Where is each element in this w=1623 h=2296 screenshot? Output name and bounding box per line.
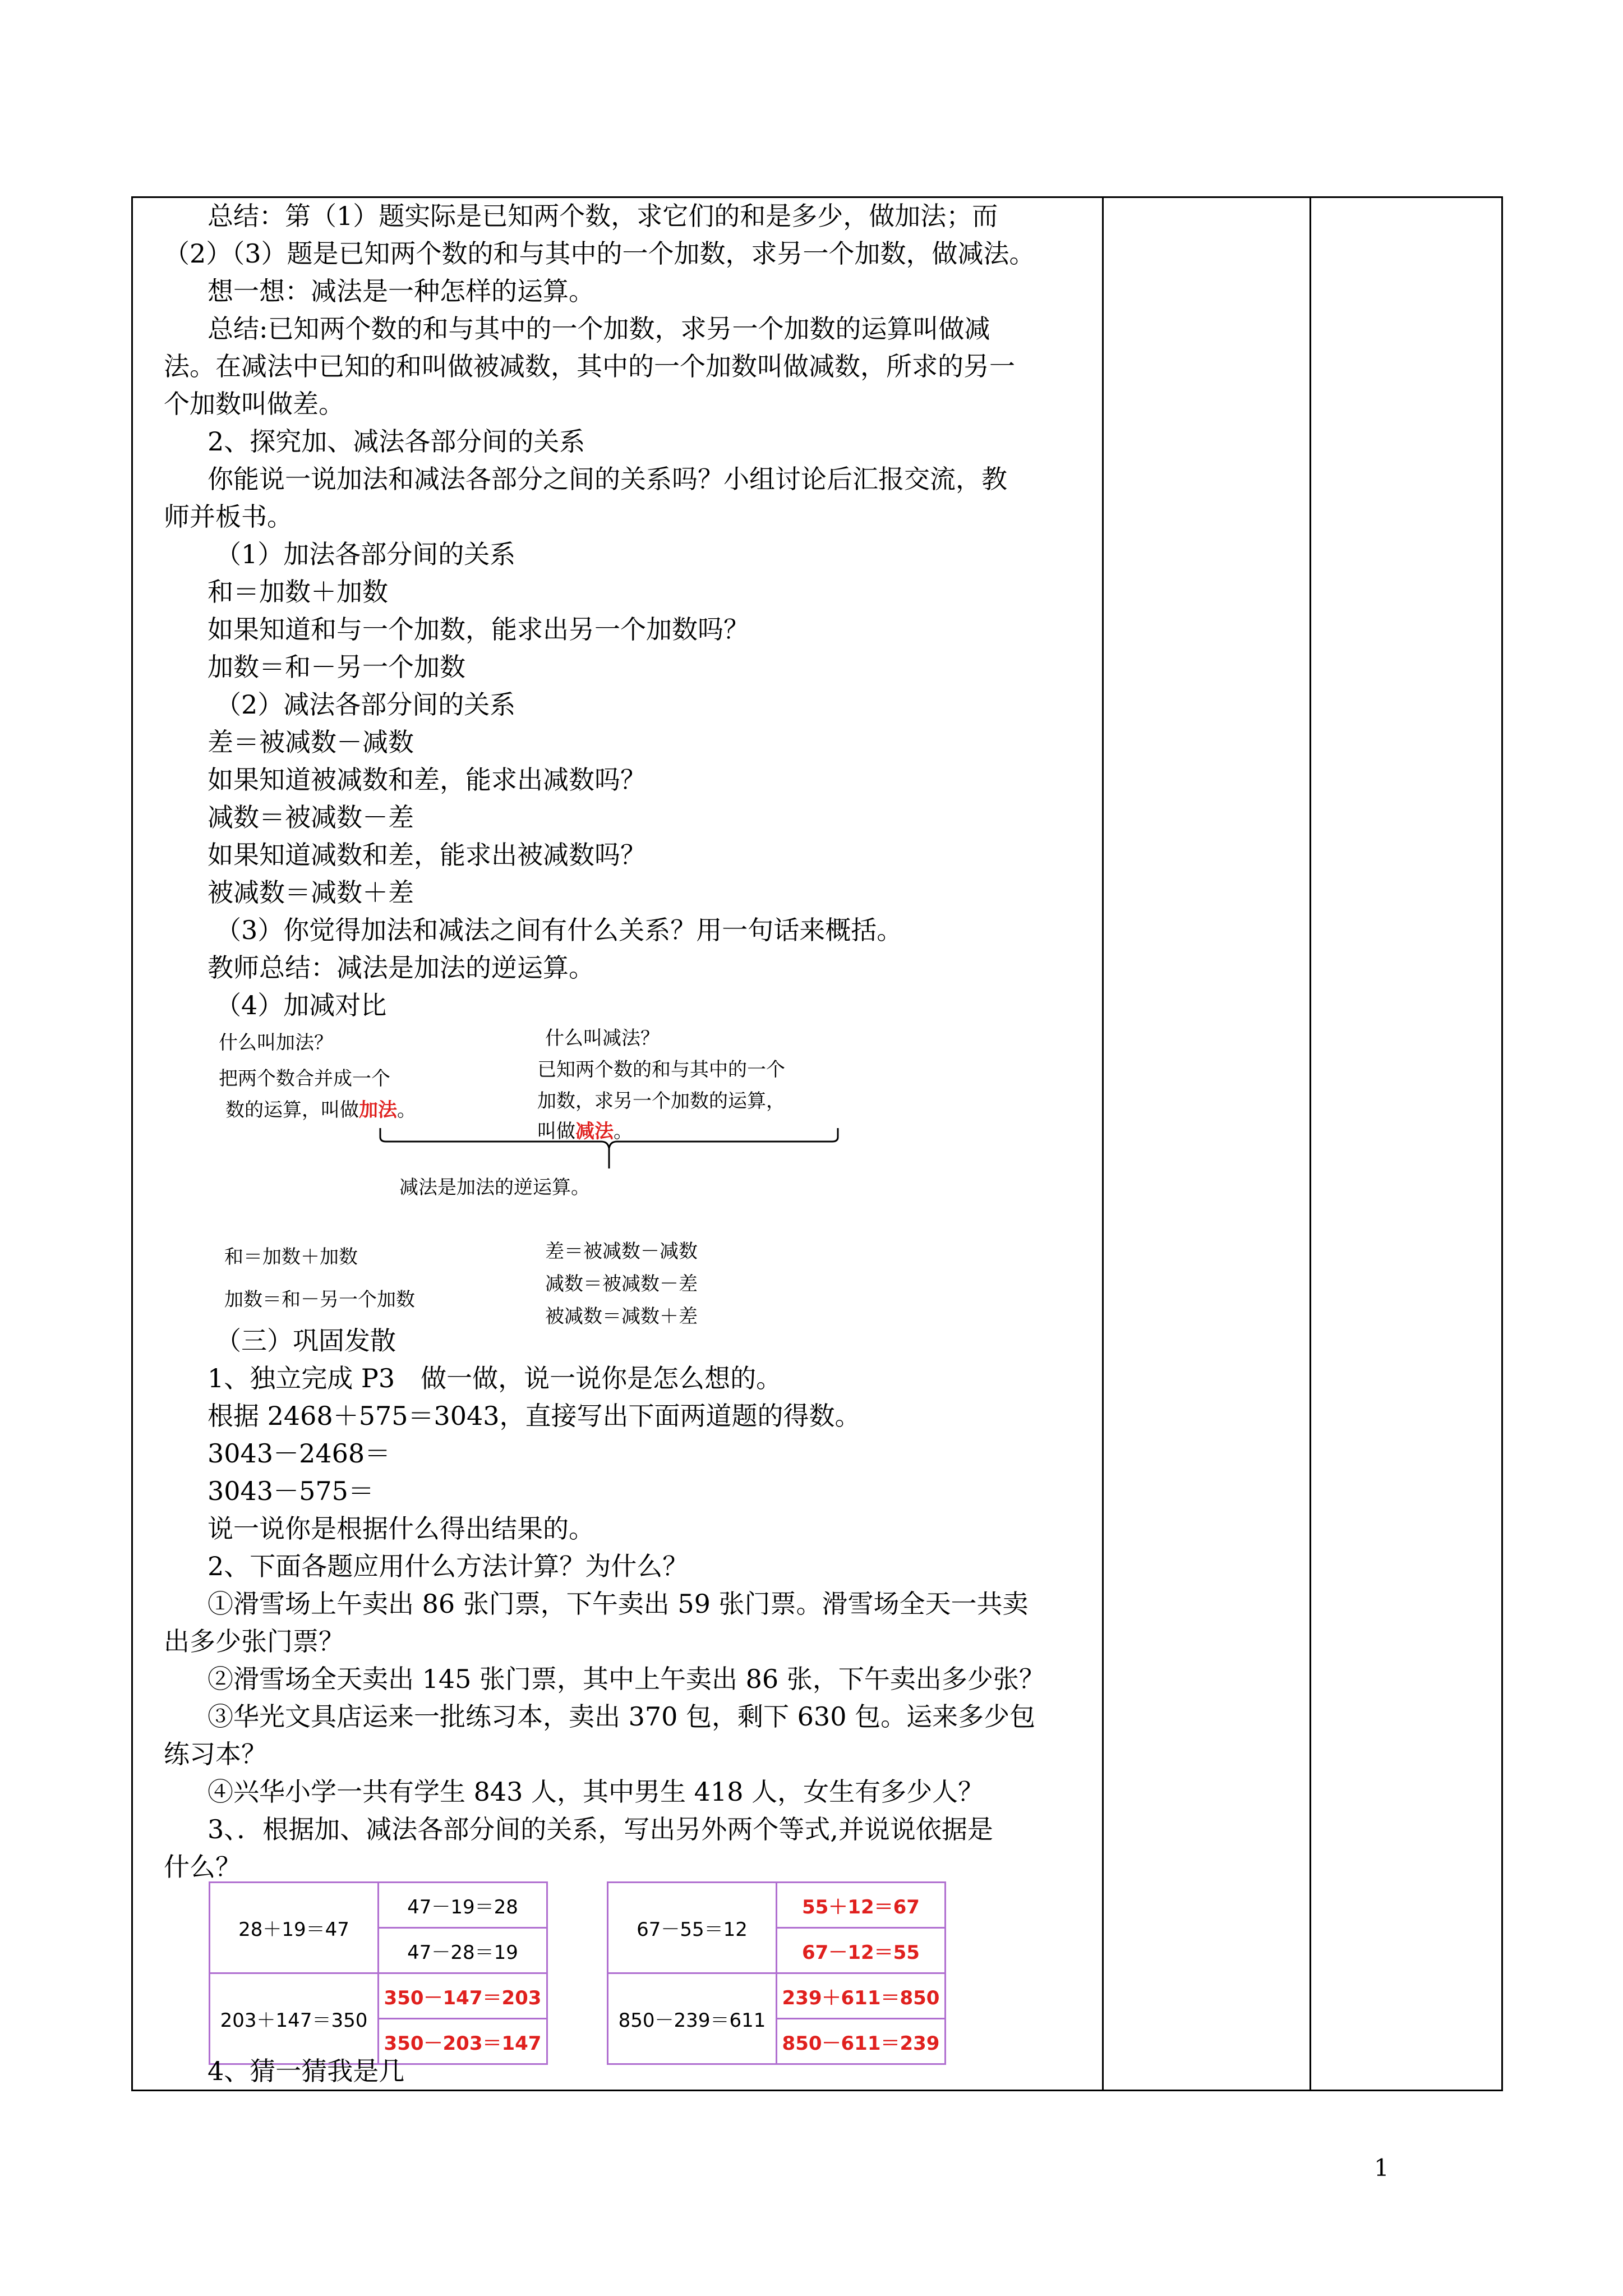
text-line: 想一想：减法是一种怎样的运算。 (208, 276, 594, 306)
diagram-sub-definition: 加数，求另一个加数的运算， (537, 1090, 785, 1112)
text-line: 加数＝和－另一个加数 (208, 652, 465, 682)
text-line: 和＝加数＋加数 (208, 577, 388, 607)
text-line: 个加数叫做差。 (164, 389, 344, 419)
equation-table-1 (209, 1881, 548, 2065)
text-line: 根据 2468＋575＝3043，直接写出下面两道题的得数。 (208, 1401, 861, 1431)
diagram-inverse-statement: 减法是加法的逆运算。 (399, 1176, 590, 1199)
section-heading: 2、探究加、减法各部分间的关系 (208, 426, 585, 457)
text-line: （4）加减对比 (215, 990, 387, 1020)
text-line: 差＝被减数－减数 (208, 727, 414, 757)
section-heading: （三）巩固发散 (215, 1326, 396, 1356)
table-cell-answer: 350－147＝203 (379, 1973, 547, 2019)
page-number: 1 (1374, 2154, 1389, 2182)
text-line: 师并板书。 (164, 501, 293, 532)
column-divider-2 (1310, 196, 1311, 2091)
diagram-add-definition: 把两个数合并成一个 (219, 1068, 390, 1090)
table-cell: 67－55＝12 (608, 1883, 777, 1973)
table-cell-answer: 850－611＝239 (777, 2019, 946, 2064)
table-cell: 850－239＝611 (608, 1973, 777, 2064)
text-line: 练习本？ (164, 1739, 267, 1769)
text-line: 3043－575＝ (208, 1476, 374, 1506)
text-line: 3、．根据加、减法各部分间的关系，写出另外两个等式,并说说依据是 (208, 1814, 993, 1844)
diagram-question-sub: 什么叫减法？ (545, 1027, 660, 1050)
text-line: 2、下面各题应用什么方法计算？为什么？ (208, 1551, 689, 1581)
text-line: 如果知道减数和差，能求出被减数吗？ (208, 840, 646, 870)
diagram-add-term: 加法 (359, 1099, 397, 1121)
text-line: ①滑雪场上午卖出 86 张门票，下午卖出 59 张门票。滑雪场全天一共卖 (208, 1589, 1029, 1619)
text-line: 教师总结：减法是加法的逆运算。 (208, 953, 594, 983)
text-line: 3043－2468＝ (208, 1438, 391, 1469)
text-line: ③华光文具店运来一批练习本，卖出 370 包，剩下 630 包。运来多少包 (208, 1701, 1036, 1732)
diagram-add-equation: 加数＝和－另一个加数 (224, 1289, 415, 1311)
text-line: 法。在减法中已知的和叫做被减数，其中的一个加数叫做减数，所求的另一 (164, 351, 1015, 381)
diagram-brace (377, 1126, 848, 1171)
text-line: 你能说一说加法和减法各部分之间的关系吗？小组讨论后汇报交流，教 (208, 464, 1007, 494)
diagram-sub-definition: 已知两个数的和与其中的一个 (537, 1059, 785, 1081)
table-cell-answer: 55＋12＝67 (777, 1883, 946, 1928)
diagram-sub-term: 减法 (575, 1120, 614, 1143)
table-cell-answer: 350－203＝147 (379, 2019, 547, 2064)
table-cell-answer: 239＋611＝850 (777, 1973, 946, 2019)
text-line: 1、独立完成 P3 做一做，说一说你是怎么想的。 (208, 1363, 782, 1393)
text-line: 什么？ (164, 1852, 241, 1882)
diagram-sub-equation: 被减数＝减数＋差 (545, 1305, 698, 1328)
text-line: 4、猜一猜我是几 (208, 2056, 405, 2086)
text-line: 如果知道和与一个加数，能求出另一个加数吗？ (208, 614, 749, 645)
table-cell-answer: 67－12＝55 (777, 1928, 946, 1973)
text-line: 总结：第（1）题实际是已知两个数，求它们的和是多少，做加法；而 (208, 201, 998, 231)
text-line: 减数＝被减数－差 (208, 802, 414, 832)
text-line: 总结:已知两个数的和与其中的一个加数，求另一个加数的运算叫做减 (208, 314, 990, 344)
text-line: 如果知道被减数和差，能求出减数吗？ (208, 765, 646, 795)
diagram-question-add: 什么叫加法？ (219, 1032, 333, 1054)
table-cell: 203＋147＝350 (210, 1973, 379, 2064)
text-line: ②滑雪场全天卖出 145 张门票，其中上午卖出 86 张，下午卖出多少张？ (208, 1664, 1045, 1694)
table-cell: 28＋19＝47 (210, 1883, 379, 1973)
text-line: （3）你觉得加法和减法之间有什么关系？用一句话来概括。 (215, 915, 903, 945)
text-line: 说一说你是根据什么得出结果的。 (208, 1513, 594, 1544)
column-divider-1 (1102, 196, 1104, 2091)
text-line: 出多少张门票？ (164, 1626, 344, 1657)
text-line: （1）加法各部分间的关系 (215, 539, 516, 569)
text-line: ④兴华小学一共有学生 843 人，其中男生 418 人，女生有多少人？ (208, 1777, 984, 1807)
text-line: （2）减法各部分间的关系 (215, 689, 516, 720)
diagram-add-equation: 和＝加数＋加数 (224, 1246, 358, 1268)
text-line: （2）（3）题是已知两个数的和与其中的一个加数，求另一个加数，做减法。 (164, 238, 1035, 269)
diagram-sub-equation: 差＝被减数－减数 (545, 1240, 698, 1263)
table-cell: 47－19＝28 (379, 1883, 547, 1928)
diagram-add-definition: 数的运算，叫做加法。 (225, 1099, 416, 1121)
diagram-sub-definition: 叫做减法。 (537, 1120, 633, 1143)
table-cell: 47－28＝19 (379, 1928, 547, 1973)
equation-table-2 (607, 1881, 946, 2065)
diagram-sub-equation: 减数＝被减数－差 (545, 1273, 698, 1295)
text-line: 被减数＝减数＋差 (208, 877, 414, 908)
